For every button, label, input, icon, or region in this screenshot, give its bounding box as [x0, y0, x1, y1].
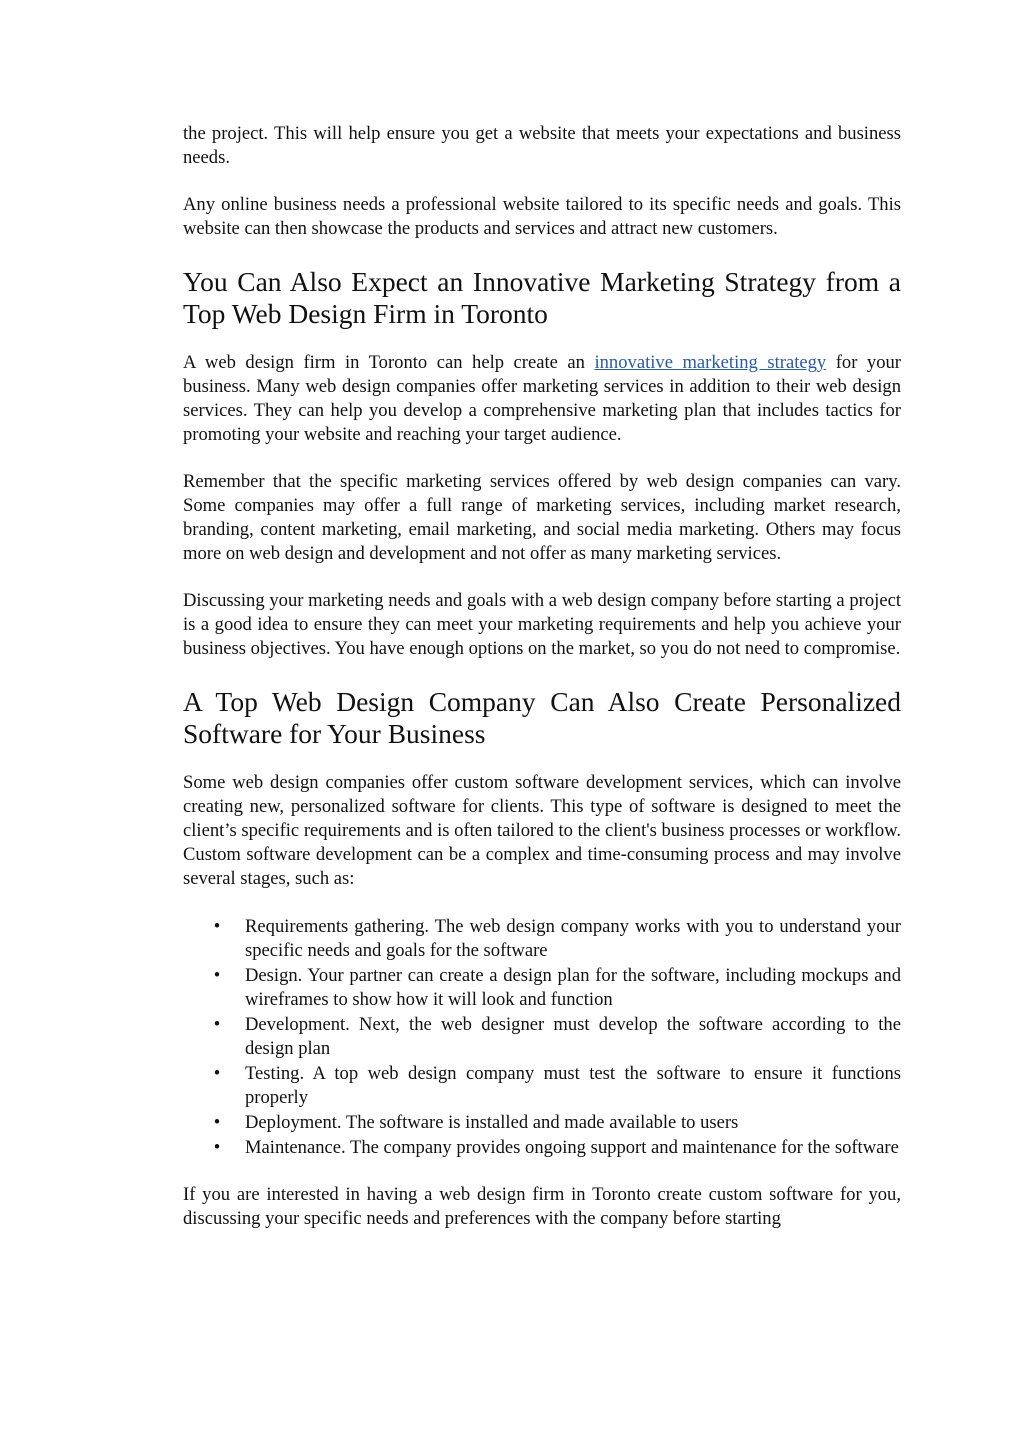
- bullet-icon: •: [213, 1112, 221, 1133]
- bullet-icon: •: [213, 916, 221, 937]
- paragraph-marketing-text-before: A web design firm in Toronto can help create an: [183, 352, 595, 373]
- paragraph-professional-website: Any online business needs a professional website tailored to its specific needs and goals. This website can then showcase the products and services and attract new customers.: [183, 194, 901, 239]
- list-item-text: Deployment. The software is installed and made available to users: [245, 1112, 739, 1133]
- software-stages-list: [183, 915, 901, 1160]
- list-item-text: Development. Next, the web designer must develop the software according to the design plan: [245, 1014, 901, 1059]
- list-item-text: Requirements gathering. The web design company works with you to understand your specific needs and goals for the software: [245, 916, 901, 961]
- list-item-text: Testing. A top web design company must test the software to ensure it functions properly: [245, 1063, 901, 1108]
- paragraph-continuation: the project. This will help ensure you get a website that meets your expectations and business needs.: [183, 123, 901, 168]
- list-item: [183, 964, 901, 1012]
- list-item-text: Design. Your partner can create a design plan for the software, including mockups and wireframes to show how it will look and function: [245, 965, 901, 1010]
- list-item: [183, 1062, 901, 1110]
- list-item: [183, 1136, 901, 1160]
- paragraph-marketing-text-after: for your business. Many web design companies offer marketing services in addition to their web design services. They can help you develop a comprehensive marketing plan that includes tactics for promoting your website and reaching your target audience.: [183, 352, 901, 445]
- paragraph-discussing-needs: Discussing your marketing needs and goals with a web design company before starting a project is a good idea to ensure they can meet your marketing requirements and help you achieve your business objectives. You have enough options on the market, so you do not need to compromise.: [183, 590, 901, 659]
- list-item: [183, 1111, 901, 1135]
- bullet-icon: •: [213, 1063, 221, 1084]
- innovative-marketing-strategy-link[interactable]: innovative marketing strategy: [594, 352, 827, 373]
- paragraph-marketing-services: Remember that the specific marketing services offered by web design companies can vary. Some companies may offer a full range of marketing services, including market research, branding, content marketing, email marketing, and social media marketing. Others may focus more on web design and development and not offer as many marketing services.: [183, 471, 901, 564]
- bullet-icon: •: [213, 1137, 221, 1158]
- bullet-icon: •: [213, 1014, 221, 1035]
- list-item-text: Maintenance. The company provides ongoing support and maintenance for the software: [245, 1137, 899, 1158]
- document-body: [183, 122, 901, 1231]
- heading-personalized-software: A Top Web Design Company Can Also Create Personalized Software for Your Business: [183, 686, 901, 749]
- paragraph-interested-custom-software: If you are interested in having a web design firm in Toronto create custom software for you, discussing your specific needs and preferences with the company before starting: [183, 1184, 901, 1229]
- bullet-icon: •: [213, 965, 221, 986]
- paragraph-custom-software: Some web design companies offer custom software development services, which can involve creating new, personalized software for clients. This type of software is designed to meet the client’s specific requirements and is often tailored to the client's business processes or workflow. Custom software development can be a complex and time-consuming process and may involve several stages, such as:: [183, 772, 901, 889]
- list-item: [183, 915, 901, 963]
- paragraph-marketing-strategy: [183, 351, 901, 447]
- list-item: [183, 1013, 901, 1061]
- heading-marketing-strategy: You Can Also Expect an Innovative Marketing Strategy from a Top Web Design Firm in Toronto: [183, 266, 901, 329]
